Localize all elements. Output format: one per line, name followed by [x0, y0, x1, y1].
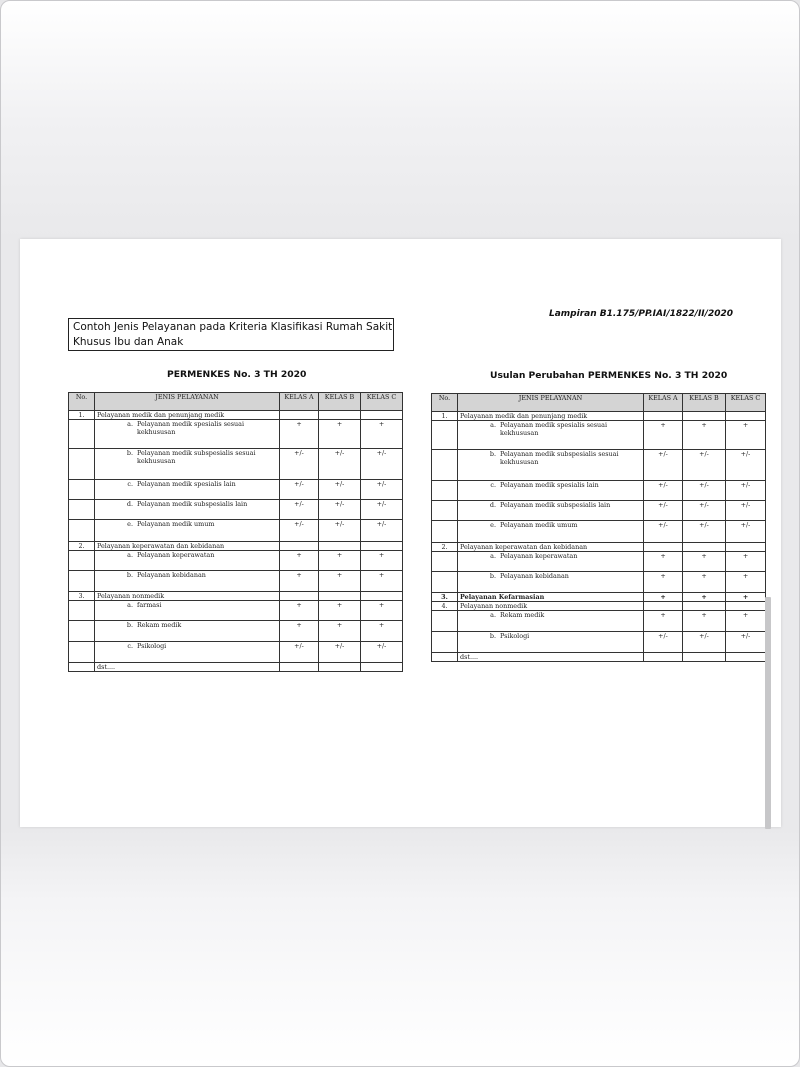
kelas-a-mark: +	[280, 571, 319, 592]
kelas-b-mark: +	[683, 572, 726, 593]
service-name-cell	[458, 632, 644, 653]
kelas-b-mark: +/-	[319, 520, 361, 542]
kelas-b-mark: +/-	[683, 501, 726, 521]
kelas-c-mark: +/-	[361, 520, 403, 542]
kelas-b-mark: +	[319, 571, 361, 592]
kelas-b-mark	[319, 592, 361, 601]
kelas-a-mark: +/-	[644, 501, 683, 521]
service-name-cell	[458, 521, 644, 543]
kelas-b-mark: +/-	[319, 449, 361, 480]
sub-item-letter: c.	[127, 480, 133, 488]
kelas-b-mark: +/-	[319, 480, 361, 500]
header-kelas-c: KELAS C	[361, 393, 403, 411]
table-row	[432, 602, 766, 611]
sub-item-letter: b.	[126, 621, 133, 629]
kelas-b-mark: +	[319, 420, 361, 449]
kelas-c-mark: +	[726, 572, 766, 593]
kelas-a-mark: +/-	[280, 642, 319, 663]
service-name-cell	[458, 421, 644, 450]
kelas-a-mark: +/-	[280, 520, 319, 542]
sub-item-letter: a.	[490, 611, 496, 619]
sub-item-text: Psikologi	[137, 642, 167, 650]
table-row	[432, 412, 766, 421]
table-row	[432, 543, 766, 552]
service-name-cell	[458, 572, 644, 593]
sub-item-text: Rekam medik	[137, 621, 182, 629]
table-row	[69, 642, 403, 663]
right-services-table	[431, 393, 766, 662]
service-name-cell	[458, 611, 644, 632]
document-title-box: Contoh Jenis Pelayanan pada Kriteria Klasifikasi Rumah Sakit Khusus Ibu dan Anak	[68, 318, 394, 351]
sub-item-text: Pelayanan medik subspesialis sesuai kekhususan	[500, 450, 619, 466]
row-number	[69, 500, 95, 520]
sub-item-letter: b.	[489, 450, 496, 458]
kelas-a-mark	[280, 542, 319, 551]
row-number	[69, 520, 95, 542]
kelas-c-mark: +	[726, 552, 766, 572]
kelas-c-mark: +/-	[361, 449, 403, 480]
kelas-b-mark	[683, 602, 726, 611]
row-number	[69, 642, 95, 663]
service-name-cell	[95, 621, 280, 642]
kelas-c-mark: +/-	[726, 521, 766, 543]
sub-item-letter: b.	[126, 571, 133, 579]
kelas-a-mark: +	[280, 601, 319, 621]
kelas-c-mark	[726, 412, 766, 421]
header-no: No.	[69, 393, 95, 411]
kelas-a-mark: +	[644, 572, 683, 593]
sub-item-letter: a.	[127, 551, 133, 559]
header-jenis-pelayanan: JENIS PELAYANAN	[458, 394, 644, 412]
kelas-b-mark	[319, 411, 361, 420]
header-kelas-b: KELAS B	[319, 393, 361, 411]
table-row	[432, 450, 766, 481]
kelas-b-mark: +	[683, 593, 726, 602]
kelas-b-mark: +	[683, 611, 726, 632]
sub-item-text: Rekam medik	[500, 611, 545, 619]
sub-item-letter: d.	[126, 500, 133, 508]
kelas-b-mark	[683, 653, 726, 662]
row-number	[69, 480, 95, 500]
row-number	[432, 632, 458, 653]
row-number	[432, 450, 458, 481]
table-row	[432, 593, 766, 602]
sub-item-letter: a.	[490, 552, 496, 560]
table-row	[432, 521, 766, 543]
left-table-caption: PERMENKES No. 3 TH 2020	[167, 369, 307, 380]
kelas-c-mark: +	[726, 421, 766, 450]
row-number	[432, 421, 458, 450]
kelas-c-mark	[726, 602, 766, 611]
kelas-c-mark	[361, 542, 403, 551]
kelas-a-mark: +	[280, 551, 319, 571]
service-name-cell	[458, 552, 644, 572]
kelas-c-mark: +/-	[726, 501, 766, 521]
kelas-a-mark: +/-	[280, 500, 319, 520]
kelas-b-mark: +/-	[319, 642, 361, 663]
document-page	[20, 239, 781, 827]
kelas-a-mark: +/-	[644, 632, 683, 653]
row-number: 3.	[432, 593, 458, 602]
sub-item-letter: c.	[127, 642, 133, 650]
kelas-c-mark: +	[361, 621, 403, 642]
row-number	[432, 552, 458, 572]
table-row	[69, 592, 403, 601]
row-number	[432, 653, 458, 662]
sub-item-letter: a.	[127, 601, 133, 609]
table-row	[69, 663, 403, 672]
kelas-c-mark	[726, 543, 766, 552]
kelas-a-mark	[644, 543, 683, 552]
table-row	[69, 542, 403, 551]
row-number: 3.	[69, 592, 95, 601]
sub-item-letter: a.	[490, 421, 496, 429]
kelas-a-mark: +	[280, 621, 319, 642]
table-row	[432, 501, 766, 521]
sub-item-letter: b.	[126, 449, 133, 457]
kelas-a-mark: +/-	[280, 449, 319, 480]
kelas-c-mark: +	[361, 571, 403, 592]
sub-item-text: Pelayanan medik umum	[500, 521, 578, 529]
kelas-a-mark: +	[644, 593, 683, 602]
row-number	[432, 501, 458, 521]
table-row	[432, 572, 766, 593]
kelas-c-mark	[726, 653, 766, 662]
kelas-c-mark: +/-	[726, 481, 766, 501]
service-name-cell	[95, 551, 280, 571]
service-name-cell: Pelayanan keperawatan dan kebidanan	[95, 542, 280, 551]
kelas-b-mark: +/-	[683, 450, 726, 481]
table-row	[69, 480, 403, 500]
row-number	[432, 521, 458, 543]
sub-item-text: Pelayanan medik subspesialis sesuai kekhususan	[137, 449, 256, 465]
sub-item-text: Pelayanan medik subspesialis lain	[500, 501, 611, 509]
sub-item-text: Pelayanan medik spesialis lain	[500, 481, 599, 489]
service-name-cell: Pelayanan Kefarmasian	[458, 593, 644, 602]
kelas-a-mark	[280, 592, 319, 601]
service-name-cell	[95, 500, 280, 520]
row-number	[69, 571, 95, 592]
row-number	[69, 663, 95, 672]
table-row	[69, 449, 403, 480]
sub-item-text: Pelayanan kebidanan	[500, 572, 569, 580]
sub-item-text: Pelayanan medik umum	[137, 520, 215, 528]
kelas-b-mark	[683, 543, 726, 552]
service-name-cell	[458, 481, 644, 501]
sub-item-letter: e.	[127, 520, 133, 528]
right-table-caption: Usulan Perubahan PERMENKES No. 3 TH 2020	[490, 370, 728, 381]
sub-item-text: Pelayanan medik subspesialis lain	[137, 500, 248, 508]
header-kelas-c: KELAS C	[726, 394, 766, 412]
header-jenis-pelayanan: JENIS PELAYANAN	[95, 393, 280, 411]
table-row	[69, 520, 403, 542]
row-number: 2.	[69, 542, 95, 551]
kelas-a-mark: +/-	[644, 481, 683, 501]
row-number	[69, 449, 95, 480]
header-kelas-b: KELAS B	[683, 394, 726, 412]
service-name-cell: Pelayanan medik dan penunjang medik	[458, 412, 644, 421]
row-number	[432, 481, 458, 501]
kelas-c-mark: +	[361, 551, 403, 571]
service-name-cell	[95, 480, 280, 500]
kelas-a-mark	[644, 412, 683, 421]
service-name-cell	[95, 449, 280, 480]
kelas-b-mark: +/-	[683, 521, 726, 543]
row-number	[432, 572, 458, 593]
sub-item-letter: b.	[489, 632, 496, 640]
kelas-c-mark: +	[361, 420, 403, 449]
kelas-b-mark: +	[683, 552, 726, 572]
kelas-a-mark: +/-	[644, 450, 683, 481]
service-name-cell	[95, 420, 280, 449]
kelas-a-mark	[644, 602, 683, 611]
row-number	[69, 601, 95, 621]
kelas-c-mark: +	[726, 611, 766, 632]
service-name-cell	[458, 450, 644, 481]
service-name-cell: dst....	[95, 663, 280, 672]
table-row	[69, 571, 403, 592]
table-row	[69, 551, 403, 571]
kelas-b-mark: +	[319, 551, 361, 571]
kelas-a-mark	[644, 653, 683, 662]
sub-item-letter: d.	[489, 501, 496, 509]
sub-item-text: Pelayanan medik spesialis lain	[137, 480, 236, 488]
header-kelas-a: KELAS A	[280, 393, 319, 411]
table-row	[432, 632, 766, 653]
kelas-c-mark: +/-	[361, 500, 403, 520]
table-row	[69, 420, 403, 449]
table-row	[69, 411, 403, 420]
service-name-cell	[95, 642, 280, 663]
sub-item-text: Pelayanan keperawatan	[500, 552, 578, 560]
row-number: 1.	[432, 412, 458, 421]
kelas-a-mark: +	[644, 611, 683, 632]
kelas-a-mark: +/-	[280, 480, 319, 500]
kelas-a-mark	[280, 663, 319, 672]
row-number	[69, 420, 95, 449]
kelas-a-mark	[280, 411, 319, 420]
sub-item-letter: e.	[490, 521, 496, 529]
kelas-c-mark: +/-	[726, 632, 766, 653]
row-number	[432, 611, 458, 632]
sub-item-letter: a.	[127, 420, 133, 428]
kelas-b-mark	[319, 542, 361, 551]
sub-item-text: Pelayanan keperawatan	[137, 551, 215, 559]
row-number: 4.	[432, 602, 458, 611]
kelas-c-mark	[361, 592, 403, 601]
kelas-a-mark: +/-	[644, 521, 683, 543]
table-row	[69, 621, 403, 642]
kelas-c-mark: +/-	[361, 642, 403, 663]
kelas-b-mark: +/-	[683, 632, 726, 653]
table-row	[432, 611, 766, 632]
kelas-a-mark: +	[280, 420, 319, 449]
kelas-b-mark: +/-	[683, 481, 726, 501]
service-name-cell: Pelayanan nonmedik	[458, 602, 644, 611]
service-name-cell: Pelayanan keperawatan dan kebidanan	[458, 543, 644, 552]
kelas-c-mark: +	[361, 601, 403, 621]
kelas-b-mark: +	[683, 421, 726, 450]
table-row	[432, 481, 766, 501]
service-name-cell: dst....	[458, 653, 644, 662]
sub-item-text: Pelayanan kebidanan	[137, 571, 206, 579]
kelas-b-mark	[319, 663, 361, 672]
table-row	[432, 421, 766, 450]
row-number: 1.	[69, 411, 95, 420]
kelas-c-mark: +	[726, 593, 766, 602]
header-no: No.	[432, 394, 458, 412]
service-name-cell: Pelayanan nonmedik	[95, 592, 280, 601]
kelas-c-mark: +/-	[726, 450, 766, 481]
service-name-cell: Pelayanan medik dan penunjang medik	[95, 411, 280, 420]
kelas-a-mark: +	[644, 421, 683, 450]
sub-item-text: farmasi	[137, 601, 162, 609]
service-name-cell	[458, 501, 644, 521]
table-row	[432, 552, 766, 572]
row-number	[69, 621, 95, 642]
left-services-table	[68, 392, 403, 672]
service-name-cell	[95, 601, 280, 621]
kelas-b-mark: +	[319, 621, 361, 642]
sub-item-text: Pelayanan medik spesialis sesuai kekhususan	[137, 420, 245, 436]
sub-item-text: Pelayanan medik spesialis sesuai kekhususan	[500, 421, 608, 437]
lampiran-reference: Lampiran B1.175/PP.IAI/1822/II/2020	[549, 309, 733, 319]
kelas-b-mark	[683, 412, 726, 421]
row-number: 2.	[432, 543, 458, 552]
kelas-c-mark	[361, 411, 403, 420]
kelas-b-mark: +	[319, 601, 361, 621]
table-row	[69, 500, 403, 520]
kelas-a-mark: +	[644, 552, 683, 572]
sub-item-letter: c.	[490, 481, 496, 489]
row-number	[69, 551, 95, 571]
sub-item-text: Psikologi	[500, 632, 530, 640]
table-row	[69, 601, 403, 621]
header-kelas-a: KELAS A	[644, 394, 683, 412]
vertical-scrollbar[interactable]	[765, 597, 771, 829]
service-name-cell	[95, 571, 280, 592]
kelas-c-mark: +/-	[361, 480, 403, 500]
service-name-cell	[95, 520, 280, 542]
table-row	[432, 653, 766, 662]
kelas-c-mark	[361, 663, 403, 672]
sub-item-letter: b.	[489, 572, 496, 580]
kelas-b-mark: +/-	[319, 500, 361, 520]
